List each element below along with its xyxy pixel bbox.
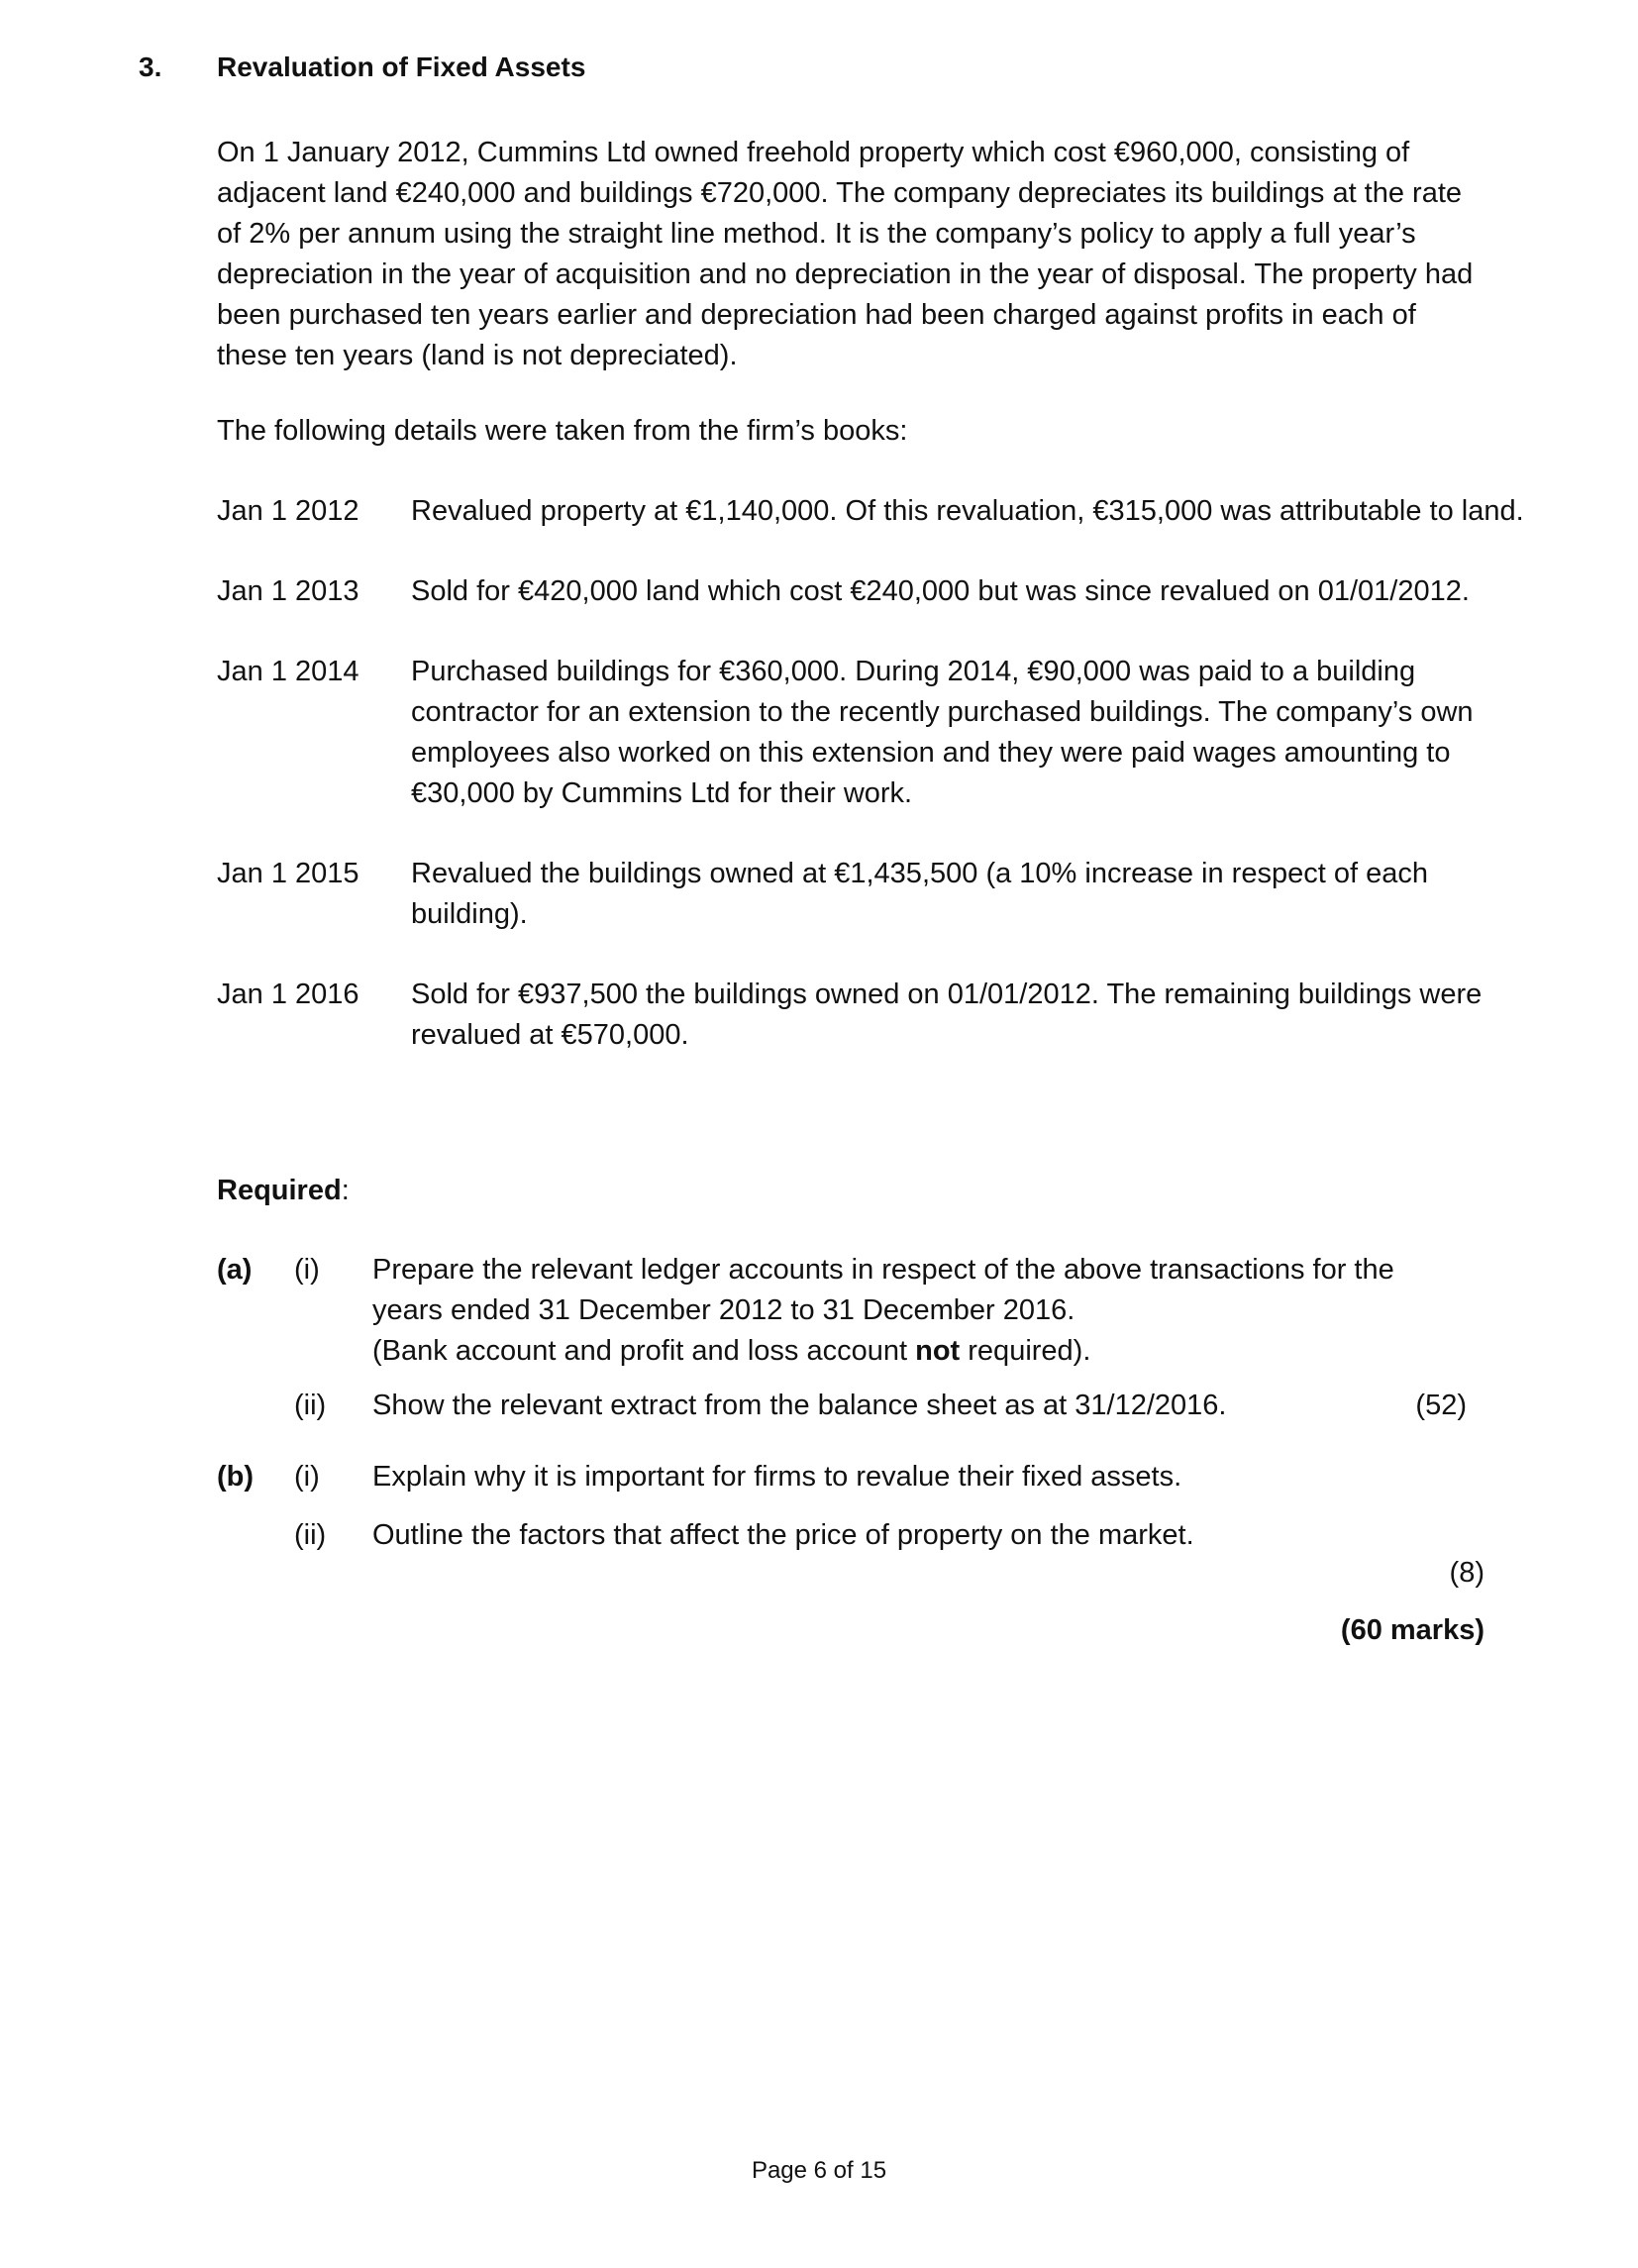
part-b-i-text: Explain why it is important for firms to revalue their fixed assets.: [372, 1461, 1182, 1493]
part-a-marks: (52): [1415, 1390, 1467, 1421]
part-a-i-line2-post: required).: [960, 1335, 1091, 1367]
transaction-date: Jan 1 2013: [217, 575, 359, 607]
part-a-ii-number: (ii): [294, 1390, 327, 1421]
part-a-i: [217, 1250, 1484, 1372]
part-a-ii-text: Show the relevant extract from the balance sheet as at 31/12/2016.: [372, 1390, 1227, 1421]
part-b-ii-number: (ii): [294, 1519, 327, 1551]
part-a-i-line2-pre: (Bank account and profit and loss account: [372, 1335, 916, 1367]
part-b-label: (b): [217, 1461, 255, 1493]
part-a-i-line2-bold: not: [915, 1335, 961, 1367]
transaction-entry: [217, 975, 1544, 1056]
part-a-i-text: [372, 1250, 1422, 1372]
transaction-entry: [217, 652, 1544, 814]
transaction-date: Jan 1 2012: [217, 495, 359, 527]
transaction-entry: [217, 491, 1544, 532]
transaction-text: Revalued property at €1,140,000. Of this revaluation, €315,000 was attributable to land.: [411, 495, 1524, 527]
part-a-ii: [217, 1386, 1467, 1426]
part-a-label: (a): [217, 1254, 253, 1286]
transaction-list: [217, 491, 1544, 1095]
part-b-marks: (8): [1449, 1557, 1484, 1589]
transaction-entry: [217, 854, 1544, 935]
transaction-date: Jan 1 2014: [217, 656, 359, 687]
transaction-text: Purchased buildings for €360,000. During 2014, €90,000 was paid to a building contractor for an extension to the recently purchased buildings. The company’s own employees also worked on this extension and they were paid wages amounting to €30,000 by Cummins Ltd for their work.: [411, 656, 1474, 809]
question-number: 3.: [139, 52, 162, 82]
required-heading: [217, 1171, 350, 1211]
transaction-text: Sold for €937,500 the buildings owned on 01/01/2012. The remaining buildings were revalued at €570,000.: [411, 979, 1483, 1051]
transaction-entry: [217, 571, 1544, 612]
intro-paragraph: On 1 January 2012, Cummins Ltd owned freehold property which cost €960,000, consisting of adjacent land €240,000 and buildings €720,000. The company depreciates its buildings at the rate of 2% per annum using the straight line method. It is the company’s policy to apply a full year’s depreciation in the year of acquisition and no depreciation in the year of disposal. The property had been purchased ten years earlier and depreciation had been charged against profits in each of these ten years (land is not depreciated).: [217, 137, 1474, 371]
required-colon: :: [341, 1175, 350, 1206]
required-label: Required: [217, 1175, 342, 1206]
part-b-ii: [217, 1515, 1484, 1556]
transaction-date: Jan 1 2015: [217, 858, 359, 889]
question-title: Revaluation of Fixed Assets: [217, 52, 586, 82]
part-a-i-line2: [372, 1331, 1422, 1372]
part-a-i-number: (i): [294, 1254, 320, 1286]
details-lead: The following details were taken from the firm’s books:: [217, 415, 908, 447]
total-marks: (60 marks): [1340, 1614, 1484, 1646]
part-b-ii-text: Outline the factors that affect the price of property on the market.: [372, 1519, 1194, 1551]
part-b-i-number: (i): [294, 1461, 320, 1493]
part-b-i: [217, 1457, 1484, 1497]
part-a-i-line1: Prepare the relevant ledger accounts in respect of the above transactions for the years ended 31 December 2012 to 31 December 2016.: [372, 1254, 1394, 1326]
transaction-date: Jan 1 2016: [217, 979, 359, 1010]
transaction-text: Revalued the buildings owned at €1,435,500 (a 10% increase in respect of each building).: [411, 858, 1428, 930]
page-number: Page 6 of 15: [751, 2157, 887, 2184]
transaction-text: Sold for €420,000 land which cost €240,000 but was since revalued on 01/01/2012.: [411, 575, 1470, 607]
